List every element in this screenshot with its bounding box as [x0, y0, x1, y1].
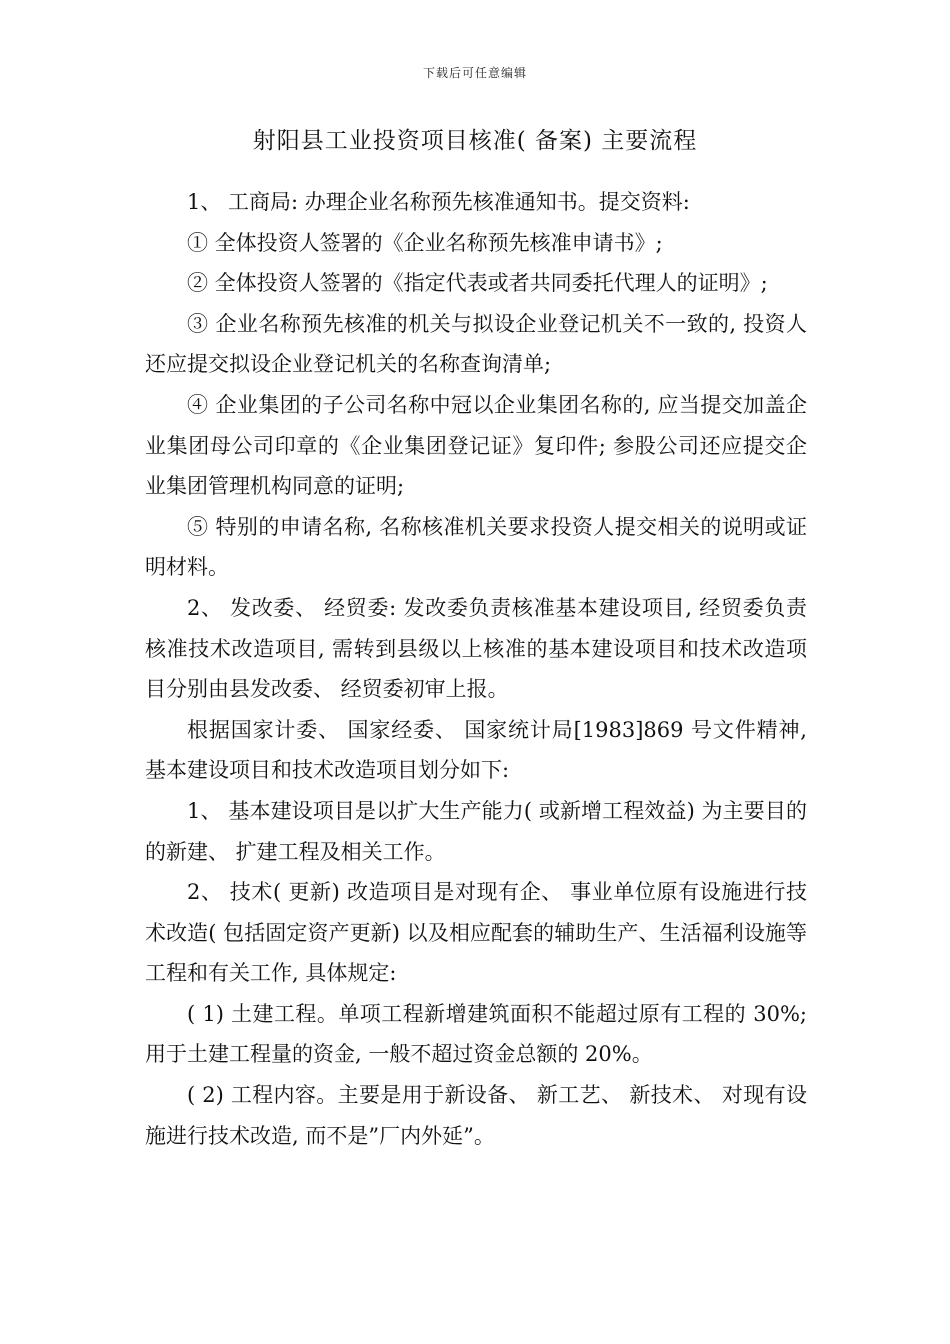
page-header: 下载后可任意编辑 [422, 66, 527, 80]
paragraph-3: ② 全体投资人签署的《指定代表或者共同委托代理人的证明》; [187, 271, 768, 296]
document-title: 射阳县工业投资项目核准( 备案) 主要流程 [252, 128, 698, 154]
paragraph-8: 根据国家计委、 国家经委、 国家统计局[1983]869 号文件精神, 基本建设项目和技术改造项目划分如下: [145, 717, 807, 783]
paragraph-5: ④ 企业集团的子公司名称中冠以企业集团名称的, 应当提交加盖企业集团母公司印章的《企业集团登记证》复印件; 参股公司还应提交企业集团管理机构同意的证明; [145, 392, 807, 499]
document-body [145, 182, 807, 1156]
paragraph-2: ① 全体投资人签署的《企业名称预先核准申请书》; [187, 230, 663, 255]
paragraph-6: ⑤ 特别的申请名称, 名称核准机关要求投资人提交相关的说明或证明材料。 [145, 514, 807, 580]
paragraph-12: ( 2) 工程内容。主要是用于新设备、 新工艺、 新技术、 对现有设施进行技术改造, 而不是”厂内外延”。 [145, 1083, 807, 1148]
paragraph-4: ③ 企业名称预先核准的机关与拟设企业登记机关不一致的, 投资人还应提交拟设企业登记机关的名称查询清单; [145, 311, 807, 377]
paragraph-11: ( 1) 土建工程。单项工程新增建筑面积不能超过原有工程的 30%; 用于土建工程量的资金, 一般不超过资金总额的 20%。 [145, 1001, 807, 1067]
paragraph-1: 1、 工商局: 办理企业名称预先核准通知书。提交资料: [187, 190, 690, 214]
paragraph-9: 1、 基本建设项目是以扩大生产能力( 或新增工程效益) 为主要目的的新建、 扩建工程及相关工作。 [145, 798, 807, 864]
paragraph-10: 2、 技术( 更新) 改造项目是对现有企、 事业单位原有设施进行技术改造( 包括固定资产更新) 以及相应配套的辅助生产、生活福利设施等工程和有关工作, 具体规定: [145, 880, 807, 986]
paragraph-7: 2、 发改委、 经贸委: 发改委负责核准基本建设项目, 经贸委负责核准技术改造项目, 需转到县级以上核准的基本建设项目和技术改造项目分别由县发改委、 经贸委初审上报。 [145, 595, 807, 702]
